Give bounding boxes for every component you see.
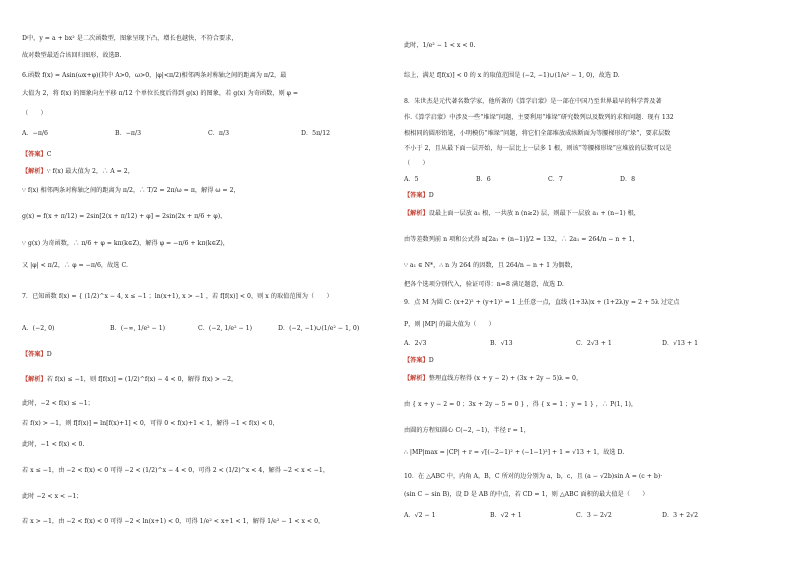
q7-explanation-4: 此时，−1 < f(x) < 0. (22, 441, 85, 448)
answer-label: 【答案】 (404, 192, 429, 199)
q9-explanation-3: 由圆的方程知圆心 C(−2, −1)，半径 r = 1， (404, 427, 530, 434)
q7-exp-text-1: 若 f(x) ≤ −1，则 f[f(x)] = (1/2)^f(x) − 4 < 0，解得 f(x) > −2， (46, 376, 238, 383)
q7-explanation-7: 若 x > −1，由 −2 < f(x) < 0 可得 −2 < ln(x+1) < 0，可得 1/e² < x+1 < 1，解得 1/e² − 1 < x < 0， (22, 518, 325, 525)
q9-stem-line1: 9．点 M 为圆 C: (x+2)² + (y+1)² = 1 上任意一点，直线 (1+3λ)x + (1+2λ)y = 2 + 5λ 过定点 (404, 299, 680, 306)
q6-option-b: B．−π/3 (115, 130, 142, 137)
q8-stem-line3: 根相同的圆形铅笔，小明模仿“堆垛”问题，将它们全部堆放成纵断面为等腰梯形的“垛”，要求层数 (404, 130, 671, 137)
q7-answer-value: D (46, 351, 52, 358)
q7-explanation-6: 此时 −2 < x < −1； (22, 493, 83, 500)
q8-stem-line4: 不小于 2，且从最下面一层开始，每一层比上一层多 1 根，则该“等腰梯形垛”应堆放的层数可以是 (404, 145, 672, 152)
q10-option-a: A．√2 − 1 (404, 512, 436, 519)
q6-options (22, 130, 381, 138)
explanation-label: 【解析】 (404, 375, 429, 382)
q6-stem-line1: 6.函数 f(x) = Asin(ωx+φ)(其中 A>0，ω>0，|φ|<π/2)相邻两条对称轴之间的距离为 π/2，最 (22, 72, 287, 79)
q8-answer-value: D (428, 192, 434, 199)
q7-explanation-8: 此时，1/e² − 1 < x < 0. (404, 42, 476, 49)
q9-stem-line2: P，则 |MP| 的最大值为（ ） (404, 321, 495, 328)
q6-option-d: D．5π/12 (301, 130, 331, 137)
q9-exp-text-1: 整理直线方程得 (x + y − 2) + (3x + 2y − 5)λ = 0， (428, 375, 583, 382)
q8-option-a: A．5 (404, 176, 419, 183)
q7-option-d: D．(−2, −1)∪(1/e² − 1, 0) (278, 325, 360, 332)
q8-explanation-3: ∵ a₁ ∈ N*，∴ n 为 264 的因数，且 264/n − n + 1 为偶数， (404, 262, 577, 269)
q8-explanation-2: 由等差数列前 n 项和公式得 n[2a₁ + (n−1)]/2 = 132，∴ 2a₁ = 264/n − n + 1， (404, 236, 639, 243)
q6-option-c: C．π/3 (208, 130, 230, 137)
q8-exp-text-1: 设最上面一层放 a₁ 根，一共放 n (n≥2) 层，则最下一层放 a₁ + (n−1) 根， (428, 210, 640, 217)
q7-option-c: C．(−2, 1/e² − 1) (198, 325, 253, 332)
q9-options (404, 340, 742, 348)
q9-option-b: B．√13 (490, 340, 513, 347)
q8-stem-line2: 作.《算学启蒙》中涉及一些“堆垛”问题，主要利用“堆垛”研究数列以及数列的求和问题．现有 132 (404, 114, 674, 121)
explanation-label: 【解析】 (22, 376, 47, 383)
q6-option-a: A．−π/6 (22, 130, 48, 137)
q6-explanation-5: 又 |φ| < π/2，∴ φ = −π/6，故选 C. (22, 262, 128, 269)
q9-option-c: C．2√3 + 1 (576, 340, 612, 347)
q10-option-c: C．3 − 2√2 (576, 512, 612, 519)
q7-conclusion: 综上，满足 f[f(x)] < 0 的 x 的取值范围是 (−2, −1)∪(1/e² − 1, 0)，故选 D. (404, 72, 620, 79)
q7-option-a: A．(−2, 0) (22, 325, 55, 332)
q9-option-a: A．2√3 (404, 340, 427, 347)
left-column (22, 0, 394, 562)
q9-answer (404, 357, 434, 365)
answer-label: 【答案】 (22, 351, 47, 358)
q8-stem-line1: 8．朱世杰是元代著名数学家，他所著的《算学启蒙》是一部在中国乃至世界最早的科学普及著 (404, 98, 662, 105)
q7-options (22, 325, 388, 333)
q10-option-d: D．3 + 2√2 (662, 512, 699, 519)
explanation-label: 【解析】 (22, 168, 47, 175)
q8-options (404, 176, 680, 184)
q7-option-b: B．(−∞, 1/e² − 1) (110, 325, 166, 332)
right-column (404, 0, 776, 562)
q7-explanation-2: 此时，−2 < f(x) ≤ −1； (22, 400, 94, 407)
q6-explanation-3: g(x) = f(x + π/12) = 2sin[2(x + π/12) + φ] = 2sin(2x + π/6 + φ)， (22, 213, 227, 220)
q6-answer-value: C (46, 151, 52, 158)
q7-explanation-5: 若 x ≤ −1，由 −2 < f(x) < 0 可得 −2 < (1/2)^x − 4 < 0，可得 2 < (1/2)^x < 4，解得 −2 < x < −1， (22, 467, 330, 474)
q9-option-d: D．√13 + 1 (662, 340, 699, 347)
q10-option-b: B．√2 + 1 (490, 512, 522, 519)
q7-explanation-1 (22, 376, 237, 384)
q6-stem-line2: 大值为 2，将 f(x) 的图象向左平移 π/12 个单位长度后得到 g(x) 的图象，若 g(x) 为奇函数，则 φ = (22, 90, 299, 97)
q9-explanation-2: 由 { x + y − 2 = 0 ；3x + 2y − 5 = 0 } ，得 { x = 1 ；y = 1 } ，∴ P(1, 1)， (404, 401, 638, 408)
q10-stem-line1: 10．在 △ABC 中，内角 A，B，C 所对的边分别为 a，b，c，且 (a − √2b)sin A = (c + b)· (404, 473, 663, 480)
answer-label: 【答案】 (22, 151, 47, 158)
q9-answer-value: D (428, 357, 434, 364)
q8-option-d: D．8 (620, 176, 636, 183)
q6-answer (22, 151, 51, 159)
q6-explanation-2: ∵ f(x) 相邻两条对称轴之间的距离为 π/2，∴ T/2 = 2π/ω = π，解得 ω = 2， (22, 187, 240, 194)
q10-stem-line2: (sin C − sin B)，设 D 是 AB 的中点，若 CD = 1，则 △ABC 面积的最大值是（ ） (404, 491, 649, 498)
q9-explanation-1 (404, 375, 582, 383)
answer-label: 【答案】 (404, 357, 429, 364)
q8-explanation-4: 把各个选项分别代入，验证可得：n=8 满足题意，故选 D. (404, 281, 564, 288)
q8-option-b: B．6 (476, 176, 491, 183)
q5-explanation-line: D中，y = a + bx² 是二次函数型，图象呈现下凸，增长也越快，不符合要求， (22, 35, 238, 42)
q7-stem: 7．已知函数 f(x) = { (1/2)^x − 4, x ≤ −1 ；ln(x+1), x > −1 ，若 f[f(x)] < 0，则 x 的取值范围为（ ） (22, 293, 333, 300)
explanation-label: 【解析】 (404, 210, 429, 217)
q6-explanation-1 (22, 168, 134, 176)
q8-option-c: C．7 (548, 176, 563, 183)
q6-explanation-4: ∵ g(x) 为奇函数，∴ π/6 + φ = kπ(k∈Z)，解得 φ = −π/6 + kπ(k∈Z)， (22, 240, 229, 247)
q8-stem-line5: （ ） (404, 160, 429, 167)
q8-answer (404, 192, 434, 200)
q9-explanation-4: ∴ |MP|max = |CP| + r = √[(−2−1)² + (−1−1)²] + 1 = √13 + 1，故选 D. (404, 449, 625, 456)
q6-exp-text-1: ∵ f(x) 最大值为 2，∴ A = 2， (46, 168, 134, 175)
q7-explanation-3: 若 f(x) > −1，则 f[f(x)] = ln[f(x)+1] < 0，可得 0 < f(x)+1 < 1，解得 −1 < f(x) < 0， (22, 420, 279, 427)
q7-answer (22, 351, 52, 359)
q10-options (404, 512, 742, 520)
q5-conclusion: 故对数型最适合该回归图形，故选B. (22, 52, 122, 59)
q6-stem-line3: （ ） (22, 110, 47, 117)
q8-explanation-1 (404, 210, 640, 218)
